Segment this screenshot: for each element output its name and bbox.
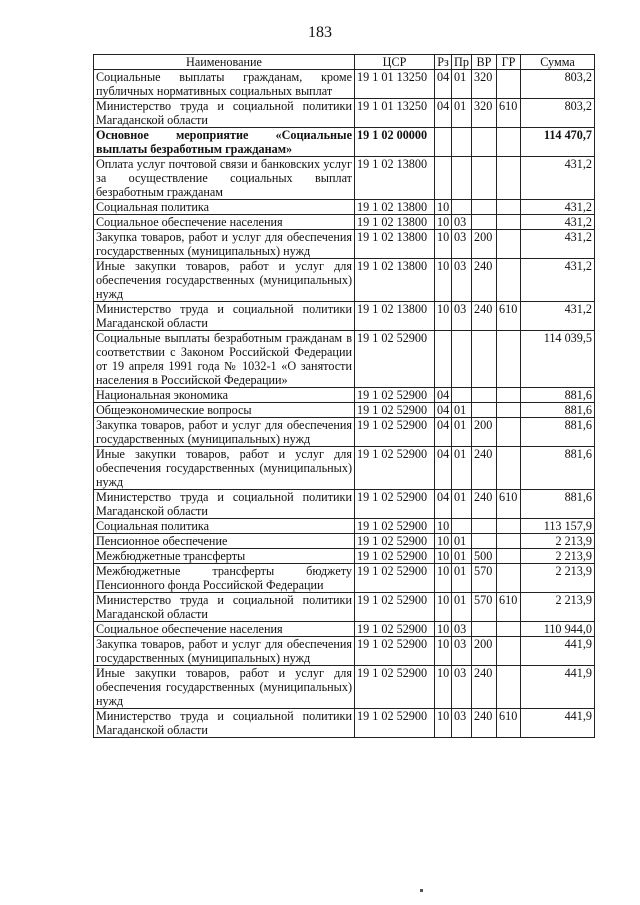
table-row: [94, 230, 595, 259]
row-gr-cell: 610: [497, 302, 521, 331]
row-vr-cell: 570: [472, 564, 497, 593]
row-rz-cell: 04: [435, 388, 452, 403]
row-sum-cell: 431,2: [521, 200, 595, 215]
row-rz-cell: [435, 157, 452, 200]
row-rz-cell: 04: [435, 99, 452, 128]
row-name-cell: Социальные выплаты гражданам, кроме публичных нормативных социальных выплат: [94, 70, 355, 99]
row-name-cell: Национальная экономика: [94, 388, 355, 403]
row-sum-cell: 881,6: [521, 490, 595, 519]
row-vr-cell: 320: [472, 99, 497, 128]
header-vr: ВР: [472, 55, 497, 70]
row-vr-cell: 200: [472, 637, 497, 666]
table-row: [94, 99, 595, 128]
row-rz-cell: [435, 331, 452, 388]
row-rz-cell: 10: [435, 593, 452, 622]
table-row: [94, 447, 595, 490]
row-rz-cell: 04: [435, 490, 452, 519]
row-sum-cell: 431,2: [521, 259, 595, 302]
table-row: [94, 200, 595, 215]
row-rz-cell: 10: [435, 637, 452, 666]
row-sum-cell: 113 157,9: [521, 519, 595, 534]
row-vr-cell: 240: [472, 302, 497, 331]
header-pr: Пр: [452, 55, 472, 70]
row-name-cell: Межбюджетные трансферты бюджету Пенсионного фонда Российской Федерации: [94, 564, 355, 593]
row-pr-cell: 01: [452, 70, 472, 99]
row-sum-cell: 2 213,9: [521, 564, 595, 593]
row-sum-cell: 441,9: [521, 709, 595, 738]
row-rz-cell: 10: [435, 215, 452, 230]
row-pr-cell: 03: [452, 637, 472, 666]
row-vr-cell: 240: [472, 666, 497, 709]
row-sum-cell: 2 213,9: [521, 593, 595, 622]
row-csr-cell: 19 1 01 13250: [355, 70, 435, 99]
row-name-cell: Иные закупки товаров, работ и услуг для обеспечения государственных (муниципальных) нужд: [94, 666, 355, 709]
row-name-cell: Социальная политика: [94, 519, 355, 534]
row-csr-cell: 19 1 02 52900: [355, 447, 435, 490]
table-row: [94, 157, 595, 200]
row-rz-cell: 04: [435, 447, 452, 490]
row-rz-cell: 04: [435, 418, 452, 447]
row-gr-cell: [497, 331, 521, 388]
row-gr-cell: 610: [497, 99, 521, 128]
row-gr-cell: 610: [497, 490, 521, 519]
row-name-cell: Иные закупки товаров, работ и услуг для обеспечения государственных (муниципальных) нужд: [94, 259, 355, 302]
row-pr-cell: [452, 388, 472, 403]
row-pr-cell: [452, 157, 472, 200]
table-row: [94, 666, 595, 709]
row-gr-cell: [497, 549, 521, 564]
row-pr-cell: 03: [452, 302, 472, 331]
row-sum-cell: 431,2: [521, 302, 595, 331]
row-gr-cell: [497, 388, 521, 403]
row-pr-cell: 01: [452, 564, 472, 593]
row-csr-cell: 19 1 02 52900: [355, 666, 435, 709]
row-rz-cell: 10: [435, 622, 452, 637]
row-sum-cell: 431,2: [521, 215, 595, 230]
row-rz-cell: 10: [435, 519, 452, 534]
row-vr-cell: 200: [472, 230, 497, 259]
row-sum-cell: 2 213,9: [521, 534, 595, 549]
row-csr-cell: 19 1 02 13800: [355, 259, 435, 302]
row-gr-cell: [497, 230, 521, 259]
row-vr-cell: [472, 200, 497, 215]
row-pr-cell: 03: [452, 259, 472, 302]
row-rz-cell: 10: [435, 200, 452, 215]
row-csr-cell: 19 1 02 13800: [355, 200, 435, 215]
row-sum-cell: 881,6: [521, 418, 595, 447]
row-csr-cell: 19 1 02 52900: [355, 534, 435, 549]
row-sum-cell: 441,9: [521, 666, 595, 709]
header-rz: Рз: [435, 55, 452, 70]
row-rz-cell: 10: [435, 666, 452, 709]
row-pr-cell: 01: [452, 490, 472, 519]
row-pr-cell: 01: [452, 549, 472, 564]
row-vr-cell: 320: [472, 70, 497, 99]
table-row: [94, 259, 595, 302]
row-name-cell: Министерство труда и социальной политики Магаданской области: [94, 302, 355, 331]
row-pr-cell: 03: [452, 666, 472, 709]
row-pr-cell: 01: [452, 534, 472, 549]
row-vr-cell: 240: [472, 709, 497, 738]
row-pr-cell: [452, 128, 472, 157]
row-rz-cell: 04: [435, 70, 452, 99]
row-gr-cell: [497, 564, 521, 593]
table-row: [94, 534, 595, 549]
row-vr-cell: 500: [472, 549, 497, 564]
row-sum-cell: 441,9: [521, 637, 595, 666]
row-rz-cell: 04: [435, 403, 452, 418]
row-name-cell: Общеэкономические вопросы: [94, 403, 355, 418]
row-name-cell: Министерство труда и социальной политики Магаданской области: [94, 593, 355, 622]
row-pr-cell: 03: [452, 709, 472, 738]
row-vr-cell: [472, 331, 497, 388]
table-row: [94, 549, 595, 564]
row-vr-cell: 240: [472, 490, 497, 519]
row-name-cell: Основное мероприятие «Социальные выплаты безработным гражданам»: [94, 128, 355, 157]
row-sum-cell: 431,2: [521, 230, 595, 259]
row-rz-cell: 10: [435, 230, 452, 259]
row-name-cell: Министерство труда и социальной политики Магаданской области: [94, 99, 355, 128]
row-gr-cell: [497, 622, 521, 637]
table-row: [94, 70, 595, 99]
row-vr-cell: [472, 534, 497, 549]
row-name-cell: Закупка товаров, работ и услуг для обеспечения государственных (муниципальных) нужд: [94, 230, 355, 259]
table-row: [94, 215, 595, 230]
row-name-cell: Министерство труда и социальной политики Магаданской области: [94, 490, 355, 519]
row-pr-cell: 01: [452, 447, 472, 490]
row-vr-cell: [472, 215, 497, 230]
row-gr-cell: [497, 637, 521, 666]
row-name-cell: Социальное обеспечение населения: [94, 215, 355, 230]
table-row: [94, 622, 595, 637]
table-row: [94, 331, 595, 388]
row-name-cell: Закупка товаров, работ и услуг для обеспечения государственных (муниципальных) нужд: [94, 418, 355, 447]
row-csr-cell: 19 1 02 52900: [355, 519, 435, 534]
row-sum-cell: 431,2: [521, 157, 595, 200]
row-gr-cell: [497, 403, 521, 418]
row-sum-cell: 110 944,0: [521, 622, 595, 637]
row-gr-cell: [497, 534, 521, 549]
header-gr: ГР: [497, 55, 521, 70]
header-row: [94, 55, 595, 70]
row-csr-cell: 19 1 02 52900: [355, 490, 435, 519]
row-csr-cell: 19 1 02 13800: [355, 302, 435, 331]
row-vr-cell: [472, 157, 497, 200]
row-sum-cell: 881,6: [521, 403, 595, 418]
row-rz-cell: 10: [435, 259, 452, 302]
row-vr-cell: [472, 388, 497, 403]
row-csr-cell: 19 1 02 52900: [355, 418, 435, 447]
row-vr-cell: [472, 403, 497, 418]
row-vr-cell: [472, 622, 497, 637]
row-rz-cell: 10: [435, 302, 452, 331]
table-row: [94, 403, 595, 418]
row-sum-cell: 803,2: [521, 99, 595, 128]
row-sum-cell: 114 470,7: [521, 128, 595, 157]
row-vr-cell: 200: [472, 418, 497, 447]
row-rz-cell: 10: [435, 534, 452, 549]
row-csr-cell: 19 1 02 52900: [355, 403, 435, 418]
row-gr-cell: [497, 215, 521, 230]
row-csr-cell: 19 1 02 52900: [355, 549, 435, 564]
row-gr-cell: [497, 447, 521, 490]
row-vr-cell: 240: [472, 259, 497, 302]
row-name-cell: Межбюджетные трансферты: [94, 549, 355, 564]
row-gr-cell: [497, 666, 521, 709]
row-name-cell: Министерство труда и социальной политики Магаданской области: [94, 709, 355, 738]
table-row: [94, 564, 595, 593]
row-gr-cell: [497, 519, 521, 534]
row-sum-cell: 2 213,9: [521, 549, 595, 564]
row-csr-cell: 19 1 02 52900: [355, 593, 435, 622]
row-name-cell: Социальная политика: [94, 200, 355, 215]
table-row: [94, 388, 595, 403]
row-csr-cell: 19 1 02 13800: [355, 230, 435, 259]
row-rz-cell: 10: [435, 709, 452, 738]
row-gr-cell: [497, 128, 521, 157]
row-gr-cell: [497, 157, 521, 200]
table-row: [94, 519, 595, 534]
row-name-cell: Пенсионное обеспечение: [94, 534, 355, 549]
row-pr-cell: [452, 200, 472, 215]
row-pr-cell: 01: [452, 99, 472, 128]
row-vr-cell: 570: [472, 593, 497, 622]
header-sum: Сумма: [521, 55, 595, 70]
row-vr-cell: [472, 519, 497, 534]
row-sum-cell: 114 039,5: [521, 331, 595, 388]
row-gr-cell: [497, 418, 521, 447]
budget-table: [93, 54, 595, 738]
row-name-cell: Социальные выплаты безработным гражданам в соответствии с Законом Российской Федерации от 19 апреля 1991 года № 1032-1 «О занятости населения в Российской Федерации»: [94, 331, 355, 388]
row-csr-cell: 19 1 02 52900: [355, 637, 435, 666]
row-csr-cell: 19 1 02 52900: [355, 709, 435, 738]
row-name-cell: Закупка товаров, работ и услуг для обеспечения государственных (муниципальных) нужд: [94, 637, 355, 666]
row-name-cell: Оплата услуг почтовой связи и банковских услуг за осуществление социальных выплат безработным гражданам: [94, 157, 355, 200]
table-body: [94, 70, 595, 738]
table-row: [94, 302, 595, 331]
row-csr-cell: 19 1 01 13250: [355, 99, 435, 128]
row-rz-cell: 10: [435, 549, 452, 564]
scan-speck: [420, 889, 423, 892]
row-pr-cell: 03: [452, 622, 472, 637]
row-name-cell: Социальное обеспечение населения: [94, 622, 355, 637]
row-rz-cell: 10: [435, 564, 452, 593]
row-csr-cell: 19 1 02 52900: [355, 388, 435, 403]
row-gr-cell: 610: [497, 709, 521, 738]
row-name-cell: Иные закупки товаров, работ и услуг для обеспечения государственных (муниципальных) нужд: [94, 447, 355, 490]
row-gr-cell: [497, 259, 521, 302]
row-gr-cell: [497, 200, 521, 215]
row-csr-cell: 19 1 02 13800: [355, 157, 435, 200]
row-gr-cell: 610: [497, 593, 521, 622]
table-row: [94, 490, 595, 519]
row-csr-cell: 19 1 02 13800: [355, 215, 435, 230]
row-pr-cell: 01: [452, 593, 472, 622]
header-name: Наименование: [94, 55, 355, 70]
table-row: [94, 709, 595, 738]
row-csr-cell: 19 1 02 00000: [355, 128, 435, 157]
row-pr-cell: 01: [452, 403, 472, 418]
table-row: [94, 637, 595, 666]
row-pr-cell: [452, 519, 472, 534]
row-rz-cell: [435, 128, 452, 157]
table-row: [94, 418, 595, 447]
table-row: [94, 128, 595, 157]
page-number: 183: [308, 24, 332, 41]
row-csr-cell: 19 1 02 52900: [355, 331, 435, 388]
row-csr-cell: 19 1 02 52900: [355, 622, 435, 637]
row-gr-cell: [497, 70, 521, 99]
header-csr: ЦСР: [355, 55, 435, 70]
row-sum-cell: 881,6: [521, 447, 595, 490]
row-vr-cell: [472, 128, 497, 157]
row-csr-cell: 19 1 02 52900: [355, 564, 435, 593]
row-vr-cell: 240: [472, 447, 497, 490]
row-pr-cell: [452, 331, 472, 388]
row-sum-cell: 881,6: [521, 388, 595, 403]
row-pr-cell: 03: [452, 230, 472, 259]
row-pr-cell: 01: [452, 418, 472, 447]
row-sum-cell: 803,2: [521, 70, 595, 99]
table-row: [94, 593, 595, 622]
row-pr-cell: 03: [452, 215, 472, 230]
